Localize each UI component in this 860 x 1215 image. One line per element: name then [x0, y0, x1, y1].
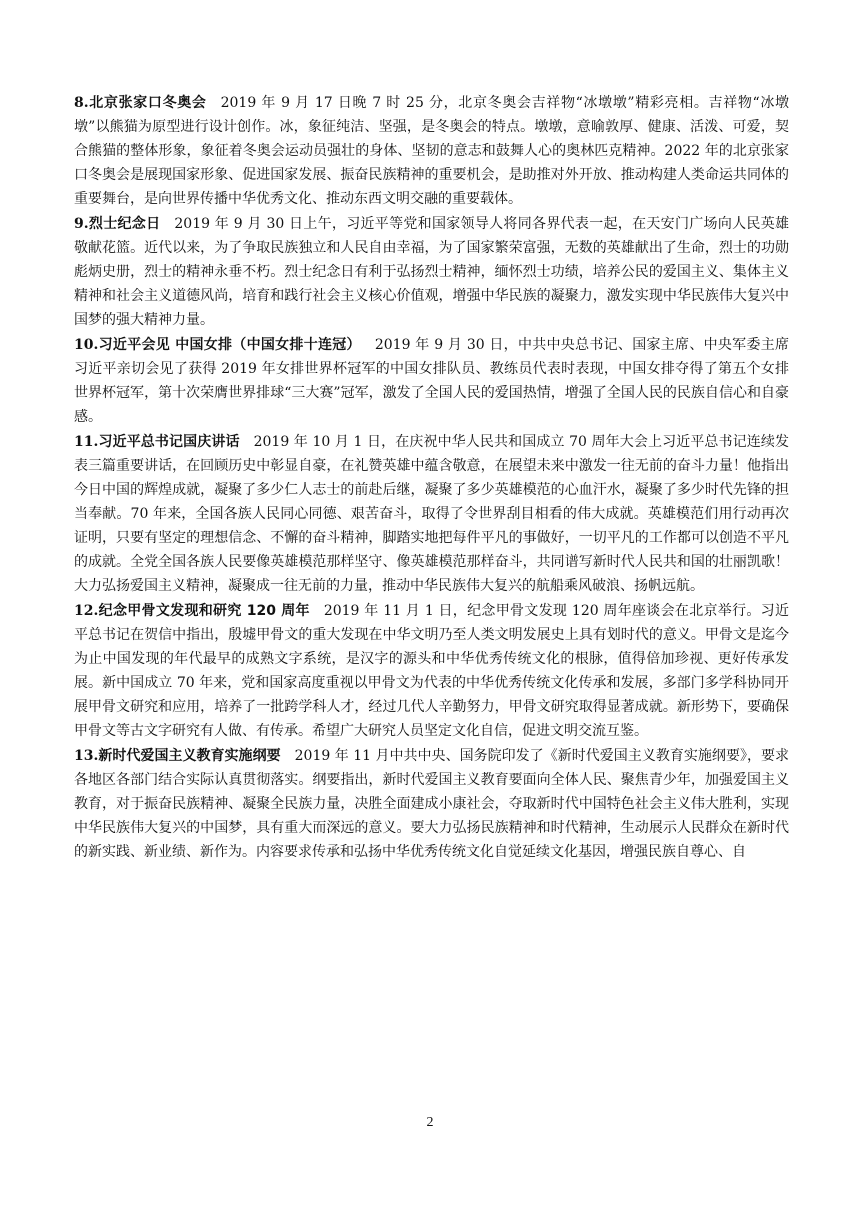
item-text: 2019 年 9 月 30 日，中共中央总书记、国家主席、中央军委主席习近平亲切会见了获得 2019 年女排世界杯冠军的中国女排队员、教练员代表时表现，中国女排夺得了第五个女排世界杯冠军，第十次荣膺世界排球“三大赛”冠军，激发了全国人民的爱国热情，增强了全国人民的民族自信心和自豪感。 — [74, 337, 790, 425]
item-title: 新时代爱国主义教育实施纲要 — [98, 748, 281, 764]
item-text: 2019 年 9 月 17 日晚 7 时 25 分，北京冬奥会吉祥物“冰墩墩”精彩亮相。吉祥物“冰墩墩”以熊猫为原型进行设计创作。冰，象征纯洁、坚强，是冬奥会的特点。墩墩，意喻敦厚、健康、活泼、可爱，契合熊猫的整体形象，象征着冬奥会运动员强壮的身体、坚韧的意志和鼓舞人心的奥林匹克精神。2022 年的北京张家口冬奥会是展现国家形象、促进国家发展、振奋民族精神的重要机会，是助推对外开放、推动构建人类命运共同体的重要舞台，是向世界传播中华优秀文化、推动东西文明交融的重要载体。 — [74, 95, 789, 207]
item-8-paragraph — [74, 91, 789, 211]
item-number: 11. — [74, 434, 99, 450]
item-number: 13. — [74, 748, 99, 764]
document-body — [74, 91, 789, 865]
item-text: 2019 年 9 月 30 日上午，习近平等党和国家领导人将同各界代表一起，在天安门广场向人民英雄敬献花篮。近代以来，为了争取民族独立和人民自由幸福，为了国家繁荣富强，无数的英雄献出了生命，烈士的功勋彪炳史册，烈士的精神永垂不朽。烈士纪念日有利于弘扬烈士精神，缅怀烈士功绩，培养公民的爱国主义、集体主义精神和社会主义道德风尚，培育和践行社会主义核心价值观，增强中华民族的凝聚力，激发实现中华民族伟大复兴中国梦的强大精神力量。 — [74, 216, 789, 328]
item-text: 2019 年 11 月 1 日，纪念甲骨文发现 120 周年座谈会在北京举行。习近平总书记在贺信中指出，殷墟甲骨文的重大发现在中华文明乃至人类文明发展史上具有划时代的意义。甲骨文是迄今为止中国发现的年代最早的成熟文字系统，是汉字的源头和中华优秀传统文化的根脉，值得倍加珍视、更好传承发展。新中国成立 70 年来，党和国家高度重视以甲骨文为代表的中华优秀传统文化传承和发展，多部门多学科协同开展甲骨文研究和应用，培养了一批跨学科人才，经过几代人辛勤努力，甲骨文研究取得显著成就。新形势下，要确保甲骨文等古文字研究有人做、有传承。希望广大研究人员坚定文化自信，促进文明交流互鉴。 — [74, 603, 789, 739]
item-11-paragraph — [74, 430, 789, 598]
item-10-paragraph — [74, 333, 789, 429]
item-title: 纪念甲骨文发现和研究 120 周年 — [98, 603, 310, 619]
item-title: 习近平总书记国庆讲话 — [98, 434, 240, 450]
item-number: 10. — [74, 337, 99, 353]
item-number: 9. — [74, 216, 89, 232]
item-text: 2019 年 11 月中共中央、国务院印发了《新时代爱国主义教育实施纲要》，要求各地区各部门结合实际认真贯彻落实。纲要指出，新时代爱国主义教育要面向全体人民、聚焦青少年，加强爱国主义教育，对于振奋民族精神、凝聚全民族力量，决胜全面建成小康社会，夺取新时代中国特色社会主义伟大胜利，实现中华民族伟大复兴的中国梦，具有重大而深远的意义。要大力弘扬民族精神和时代精神，生动展示人民群众在新时代的新实践、新业绩、新作为。内容要求传承和弘扬中华优秀传统文化自觉延续文化基因，增强民族自尊心、自 — [74, 748, 790, 860]
page-number: 2 — [426, 1115, 434, 1130]
item-13-paragraph — [74, 744, 789, 864]
item-title: 烈士纪念日 — [88, 216, 161, 232]
item-number: 8. — [74, 95, 89, 111]
item-9-paragraph — [74, 212, 789, 332]
item-number: 12. — [74, 603, 99, 619]
item-title: 习近平会见 中国女排（中国女排十连冠） — [98, 337, 361, 353]
item-title: 北京张家口冬奥会 — [88, 95, 207, 111]
item-12-paragraph — [74, 599, 789, 743]
item-text: 2019 年 10 月 1 日，在庆祝中华人民共和国成立 70 周年大会上习近平总书记连续发表三篇重要讲话，在回顾历史中彰显自豪，在礼赞英雄中蕴含敬意，在展望未来中激发一往无前的奋斗力量！他指出今日中国的辉煌成就，凝聚了多少仁人志士的前赴后继，凝聚了多少英雄模范的心血汗水，凝聚了多少时代先锋的担当奉献。70 年来，全国各族人民同心同德、艰苦奋斗，取得了令世界刮目相看的伟大成就。英雄模范们用行动再次证明，只要有坚定的理想信念、不懈的奋斗精神，脚踏实地把每件平凡的事做好，一切平凡的工作都可以创造不平凡的成就。全党全国各族人民要像英雄模范那样坚守、像英雄模范那样奋斗，共同谱写新时代人民共和国的壮丽凯歌！大力弘扬爱国主义精神，凝聚成一往无前的力量，推动中华民族伟大复兴的航船乘风破浪、扬帆远航。 — [74, 434, 789, 594]
